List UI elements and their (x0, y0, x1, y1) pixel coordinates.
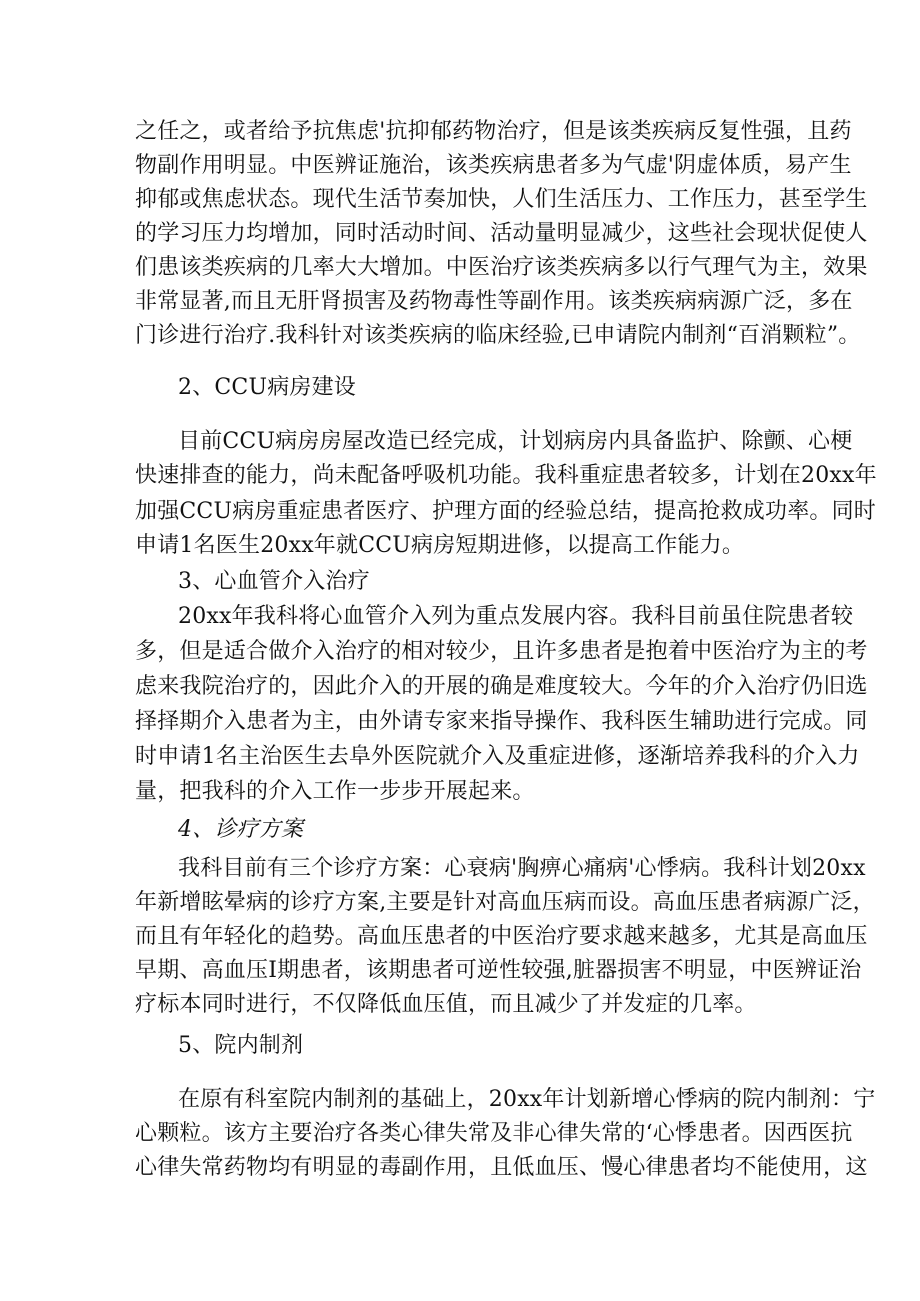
section-heading-intervention: 3、心血管介入治疗 (178, 569, 370, 594)
paragraph-line: 疗标本同时进行，不仅降低血压值，而且减少了并发症的几率。 (135, 992, 757, 1017)
paragraph-line: 而且有年轻化的趋势。高血压患者的中医治疗要求越来越多，尤其是高血压 (135, 924, 868, 949)
paragraph-line: 快速排查的能力，尚未配备呼吸机功能。我科重症患者较多，计划在20xx年 (135, 463, 877, 488)
paragraph-line: 的学习压力均增加，同时活动时间、活动量明显减少，这些社会现状促使人 (135, 221, 868, 246)
paragraph-line: 们患该类疾病的几率大大增加。中医治疗该类疾病多以行气理气为主，效果 (135, 255, 868, 280)
paragraph-line: 门诊进行治疗.我科针对该类疾病的临床经验,已申请院内制剂“百消颗粒”。 (135, 323, 861, 348)
paragraph-line: 之任之，或者给予抗焦虑'抗抑郁药物治疗，但是该类疾病反复性强，且药 (135, 119, 852, 144)
paragraph-line: 择择期介入患者为主，由外请专家来指导操作、我科医生辅助进行完成。同 (135, 709, 868, 734)
paragraph-line: 时申请1名主治医生去阜外医院就介入及重症进修，逐渐培养我科的介入力 (135, 744, 860, 769)
paragraph-line: 抑郁或焦虑状态。现代生活节奏加快，人们生活压力、工作压力，甚至学生 (135, 187, 868, 212)
paragraph-line: 量，把我科的介入工作一步步开展起来。 (135, 779, 535, 804)
paragraph-line: 在原有科室院内制剂的基础上，20xx年计划新增心悸病的院内制剂：宁 (178, 1087, 876, 1112)
paragraph-line: 早期、高血压I期患者，该期患者可逆性较强,脏器损害不明显，中医辨证治 (135, 958, 862, 983)
paragraph-line: 年新增眩晕病的诊疗方案,主要是针对高血压病而设。高血压患者病源广泛， (135, 890, 875, 915)
section-heading-ccu-ward: 2、CCU病房建设 (178, 375, 357, 400)
paragraph-line: 心颗粒。该方主要治疗各类心律失常及非心律失常的‘心悸患者。因西医抗 (135, 1121, 853, 1146)
paragraph-line: 申请1名医生20xx年就CCU病房短期进修，以提高工作能力。 (135, 533, 745, 558)
paragraph-line: 20xx年我科将心血管介入列为重点发展内容。我科目前虽住院患者较 (178, 604, 854, 629)
paragraph-line: 非常显著,而且无肝肾损害及药物毒性等副作用。该类疾病病源广泛，多在 (135, 289, 853, 314)
paragraph-line: 心律失常药物均有明显的毒副作用，且低血压、慢心律患者均不能使用，这 (135, 1155, 868, 1180)
paragraph-line: 加强CCU病房重症患者医疗、护理方面的经验总结，提高抢救成功率。同时 (135, 499, 877, 524)
paragraph-line: 物副作用明显。中医辨证施治，该类疾病患者多为气虚'阴虚体质，易产生 (135, 153, 852, 178)
paragraph-line: 目前CCU病房房屋改造已经完成，计划病房内具备监护、除颤、心梗 (178, 429, 853, 454)
section-heading-treatment-plans: 4、诊疗方案 (178, 817, 304, 842)
section-heading-hospital-preparations: 5、院内制剂 (178, 1033, 304, 1058)
paragraph-line: 多，但是适合做介入治疗的相对较少，且许多患者是抱着中医治疗为主的考 (135, 639, 868, 664)
paragraph-line: 我科目前有三个诊疗方案：心衰病'胸痹心痛病'心悸病。我科计划20xx (178, 856, 866, 881)
paragraph-line: 虑来我院治疗的，因此介入的开展的确是难度较大。今年的介入治疗仍旧选 (135, 674, 868, 699)
